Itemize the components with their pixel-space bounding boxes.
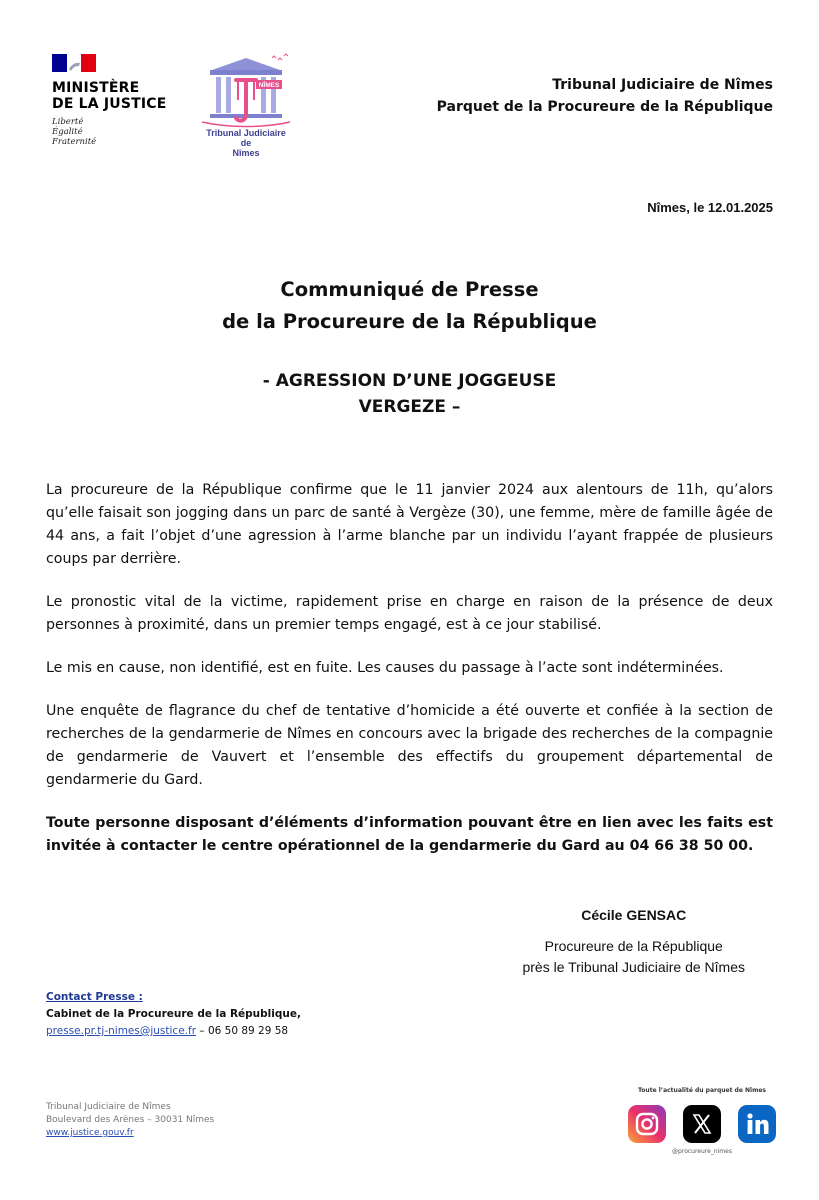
social-media-block [612, 1087, 792, 1162]
letterhead-parquet: Parquet de la Procureure de la République [436, 99, 773, 115]
ministry-name-line2: DE LA JUSTICE [52, 96, 167, 112]
footer-street: Boulevard des Arènes – 30031 Nîmes [46, 1115, 215, 1125]
press-contact-phone: – 06 50 89 29 58 [196, 1025, 289, 1037]
signatory-role-line2: près le Tribunal Judiciaire de Nîmes [522, 959, 745, 975]
subtitle-line2: VERGEZE – [358, 397, 461, 417]
tribunal-logo [198, 52, 294, 167]
ministry-logo [52, 54, 192, 147]
paragraph-investigation: Une enquête de flagrance du chef de tentative d’homicide a été ouverte et confiée à la section de recherches de la gendarmerie de Nîmes en concours avec la brigade des recherches de la compagnie de gendarmerie de Vauvert et l’ensemble des effectifs du groupement départemental de gendarmerie du Gard. [46, 703, 773, 788]
paragraph-suspect: Le mis en cause, non identifié, est en fuite. Les causes du passage à l’acte sont indéterminées. [46, 660, 724, 676]
motto-egalite: Égalité [52, 127, 83, 137]
press-contact-cabinet: Cabinet de la Procureure de la République, [46, 1008, 301, 1020]
title-line2: de la Procureure de la République [222, 310, 597, 333]
press-release-body [46, 479, 773, 878]
social-caption: Toute l’actualité du parquet de Nîmes [638, 1087, 766, 1094]
signature-block [522, 907, 745, 978]
subtitle-line1: - AGRESSION D’UNE JOGGEUSE [262, 371, 557, 391]
marianne-flag-icon [52, 54, 96, 72]
republic-motto [52, 117, 192, 147]
motto-fraternite: Fraternité [52, 137, 97, 147]
social-handle: @procureure_nimes [672, 1148, 732, 1155]
footer-address [46, 1101, 214, 1140]
letterhead-court: Tribunal Judiciaire de Nîmes [552, 77, 773, 93]
tribunal-logo-line3: Nîmes [232, 148, 260, 158]
letterhead [437, 74, 773, 118]
ministry-name-line1: MINISTÈRE [52, 80, 140, 96]
footer-website-link[interactable]: www.justice.gouv.fr [46, 1128, 134, 1138]
footer-court: Tribunal Judiciaire de Nîmes [46, 1102, 171, 1112]
signatory-role-line1: Procureure de la République [544, 938, 723, 954]
document-date: Nîmes, le 12.01.2025 [647, 200, 773, 215]
press-contact-line [46, 1025, 288, 1037]
press-contact [46, 989, 301, 1040]
x-icon[interactable] [683, 1105, 721, 1143]
paragraph-facts: La procureure de la République confirme que le 11 janvier 2024 aux alentours de 11h, qu’alors qu’elle faisait son jogging dans un parc de santé à Vergèze (30), une femme, mère de famille âgée de 44 ans, a fait l’objet d’une agression à l’arme blanche par un individu l’ayant frappée de plusieurs coups par derrière. [46, 482, 773, 567]
logo-badge: NÎMES [258, 82, 280, 89]
motto-liberte: Liberté [52, 117, 84, 127]
signatory-name: Cécile GENSAC [581, 907, 687, 923]
tribunal-logo-name [198, 128, 294, 158]
document-title [0, 274, 819, 338]
instagram-icon[interactable] [628, 1105, 666, 1143]
courthouse-icon [198, 52, 294, 128]
title-line1: Communiqué de Presse [280, 278, 539, 301]
linkedin-icon[interactable] [738, 1105, 776, 1143]
press-contact-title: Contact Presse : [46, 991, 143, 1003]
press-contact-email-link[interactable]: presse.pr.tj-nimes@justice.fr [46, 1025, 197, 1037]
tribunal-logo-line1: Tribunal Judiciaire [206, 128, 286, 138]
tribunal-logo-line2: de [240, 138, 252, 148]
paragraph-call-for-witnesses: Toute personne disposant d’éléments d’information pouvant être en lien avec les faits est invitée à contacter le centre opérationnel de la gendarmerie du Gard au 04 66 38 50 00. [46, 815, 773, 854]
paragraph-victim-status: Le pronostic vital de la victime, rapidement prise en charge en raison de la présence de deux personnes à proximité, dans un premier temps engagé, est à ce jour stabilisé. [46, 594, 773, 633]
document-subtitle [0, 368, 819, 420]
